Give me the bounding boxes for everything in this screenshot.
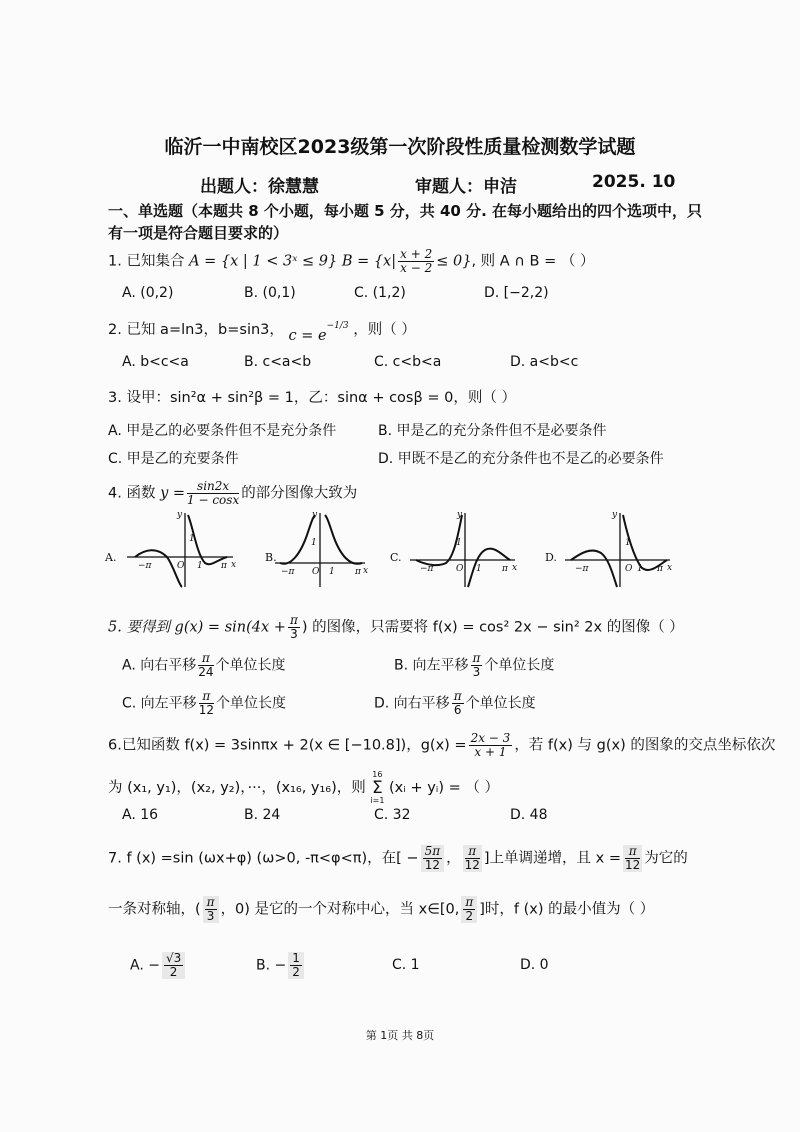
- graph-b-neg-pi: −π: [281, 567, 295, 577]
- q1-option-c: C. (1,2): [354, 285, 406, 301]
- q6-option-d: D. 48: [510, 807, 548, 823]
- graph-d-origin: O: [625, 564, 633, 574]
- graph-b-y-label: y: [312, 510, 318, 520]
- graph-a-origin: O: [177, 561, 185, 571]
- graph-b-x-label: x: [363, 566, 369, 576]
- q7-option-d: D. 0: [520, 957, 549, 973]
- q1-option-b: B. (0,1): [244, 285, 296, 301]
- q3-option-c: C. 甲是乙的充要条件: [108, 451, 239, 467]
- graph-a-y-label: y: [177, 510, 183, 520]
- question-4: 4. 函数 y = $\frac{\sin 2x}{1 - \cos x}$ 的部分图像大致为: [108, 479, 358, 507]
- q5-option-d: D. 向右平移 $\frac{\pi}{6}$ 个单位长度: [374, 689, 536, 717]
- graph-b-origin: O: [312, 567, 320, 577]
- graph-a: [104, 510, 236, 587]
- exam-date: 2025. 10: [592, 172, 676, 192]
- question-6-line2: 为 (x₁, y₁)，(x₂, y₂)，···，(x₁₆, y₁₆)，则 16 Σ i=1 (xᵢ + yᵢ) = （ ）: [108, 770, 500, 805]
- graph-c: [390, 510, 517, 587]
- q7-option-c: C. 1: [392, 957, 420, 973]
- question-7-line2: 一条对称轴，( $\frac{\pi}{3}$ ，0) 是它的一个对称中心，当 x∈[0, $\frac{\pi}{2}$ ]时，f (x) 的最小值为（ ）: [108, 895, 655, 923]
- q5-option-c: C. 向左平移 $\frac{\pi}{12}$ 个单位长度: [122, 689, 286, 717]
- q6-option-a: A. 16: [122, 807, 159, 823]
- graph-b-one-x: 1: [329, 567, 335, 577]
- q5-option-a: A. 向右平移 $\frac{\pi}{24}$ 个单位长度: [122, 651, 286, 679]
- graph-d-one-x: 1: [637, 564, 643, 574]
- question-6: 6.已知函数 f(x) = 3sinπx + 2(x ∈ [−10.8])，g(x) = $\frac{2x - 3}{x + 1}$ ，若 f(x) 与 g(x) 的图象的交点坐标依次: [108, 731, 776, 759]
- graph-d-pi: π: [657, 564, 663, 574]
- graph-b-one: 1: [311, 538, 317, 548]
- q2-option-b: B. c<a<b: [244, 354, 312, 370]
- q5-option-b: B. 向左平移 $\frac{\pi}{3}$ 个单位长度: [394, 651, 555, 679]
- graph-a-label: A.: [105, 551, 117, 564]
- graph-c-pi: π: [502, 564, 508, 574]
- graph-a-one: 1: [189, 534, 195, 544]
- graph-d-label: D.: [545, 551, 557, 564]
- question-7: 7. f (x) =sin (ωx+φ) (ω>0, -π<φ<π)，在[ − $\frac{5\pi}{12}$ ， $\frac{\pi}{12}$ ]上单调递增，且 x = $\frac{\pi}{12}$ 为它的: [108, 844, 688, 872]
- graph-d-x-label: x: [667, 563, 673, 573]
- q2-option-a: A. b<c<a: [122, 354, 189, 370]
- q3-option-b: B. 甲是乙的充分条件但不是必要条件: [378, 423, 607, 439]
- graph-c-one: 1: [456, 538, 462, 548]
- graph-c-label: C.: [390, 551, 402, 564]
- graph-a-one-x: 1: [197, 561, 203, 571]
- reviewer: 审题人：申洁: [415, 177, 517, 197]
- graph-c-x-label: x: [512, 563, 518, 573]
- graph-b-label: B.: [265, 551, 277, 564]
- q2-option-c: C. c<b<a: [374, 354, 442, 370]
- graph-c-neg-pi: −π: [420, 564, 434, 574]
- graph-d-y-label: y: [612, 510, 618, 520]
- q4-graphs: [105, 505, 673, 595]
- graph-a-x-label: x: [231, 560, 237, 570]
- graph-b: [265, 510, 368, 587]
- graph-c-one-x: 1: [476, 564, 482, 574]
- question-5: 5. 要得到 g(x) = sin(4x + $\frac{\pi}{3}$ ) 的图像，只需要将 f(x) = cos² 2x − sin² 2x 的图像（ ）: [108, 613, 684, 641]
- q1-option-d: D. [−2,2): [484, 285, 549, 301]
- section-heading-cont: 有一项是符合题目要求的）: [108, 224, 289, 242]
- page-footer: 第 1页 共 8页: [365, 1029, 435, 1042]
- graph-d-one: 1: [625, 538, 631, 548]
- q1-option-a: A. (0,2): [122, 285, 174, 301]
- q7-option-b: B. − $\frac{1}{2}$: [256, 952, 306, 979]
- graph-a-pi: π: [221, 561, 227, 571]
- section-heading: 一、单选题（本题共 8 个小题，每小题 5 分，共 40 分. 在每小题给出的四个选项中，只: [108, 202, 703, 220]
- q6-option-b: B. 24: [244, 807, 281, 823]
- graph-c-origin: O: [456, 564, 464, 574]
- question-2: 2. 已知 a=ln3，b=sin3， $c = e^{-1/3}$ ，则（ ）: [108, 321, 416, 344]
- page-title: 临沂一中南校区2023级第一次阶段性质量检测数学试题: [164, 136, 636, 158]
- graph-c-y-label: y: [457, 510, 463, 520]
- q2-option-d: D. a<b<c: [510, 354, 579, 370]
- graph-a-neg-pi: −π: [138, 561, 152, 571]
- q7-option-a: A. − $\frac{√3}{2}$: [130, 952, 187, 979]
- graph-d: [545, 510, 672, 587]
- setter: 出题人：徐慧慧: [200, 177, 319, 197]
- graph-d-neg-pi: −π: [575, 564, 589, 574]
- question-1: 1. 已知集合 A = {x | 1 < 3ˣ ≤ 9} B = {x| $\frac{x + 2}{x - 2}$ ≤ 0}, 则 A ∩ B = （ ）: [108, 247, 595, 275]
- q3-option-a: A. 甲是乙的必要条件但不是充分条件: [108, 423, 337, 439]
- q6-option-c: C. 32: [374, 807, 411, 823]
- q3-option-d: D. 甲既不是乙的充分条件也不是乙的必要条件: [378, 451, 664, 467]
- question-3: 3. 设甲：sin²α + sin²β = 1，乙：sinα + cosβ = 0，则（ ）: [108, 390, 516, 406]
- graph-b-pi: π: [355, 567, 361, 577]
